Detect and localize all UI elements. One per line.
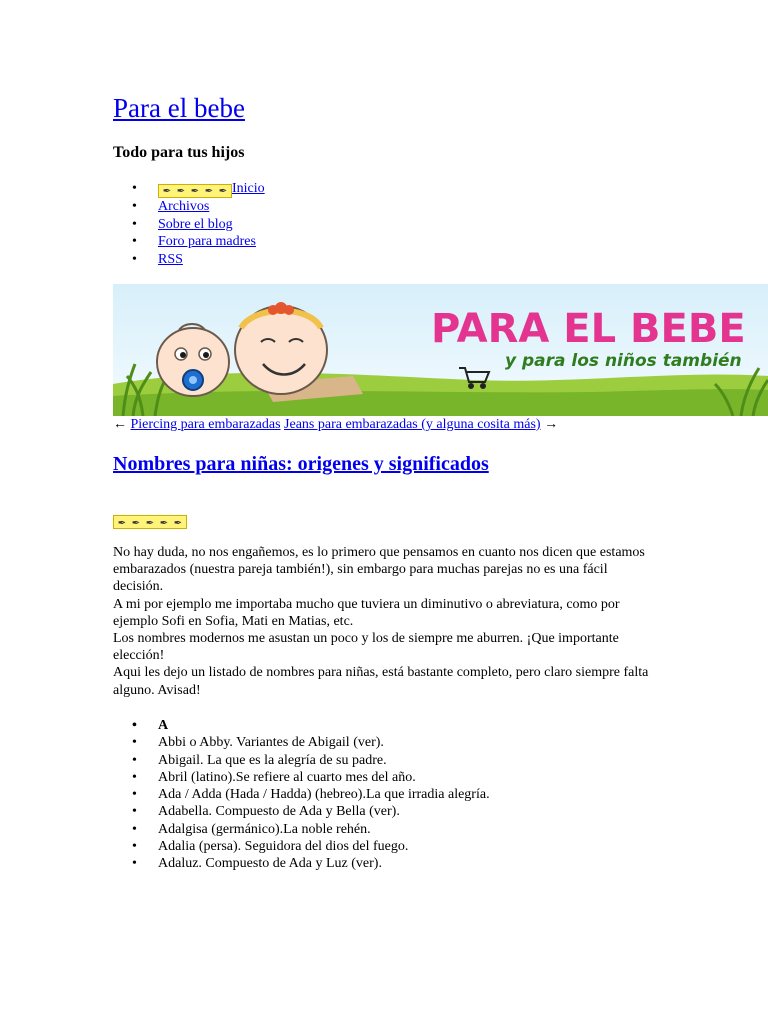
post-navigation [113, 416, 558, 434]
ribbon-icon: ✒ [218, 186, 228, 197]
post-title [113, 451, 489, 477]
list-item: • Abril (latino).Se refiere al cuarto mes del año. [113, 769, 490, 786]
nav-link-sobre-el-blog[interactable]: Sobre el blog [158, 216, 233, 232]
list-item: • Abbi o Abby. Variantes de Abigail (ver). [113, 734, 490, 751]
nav-link-rss[interactable]: RSS [158, 251, 183, 267]
ribbon-icon: ✒ [145, 518, 155, 529]
banner-illustration [113, 284, 768, 416]
nav-item-sobre [113, 216, 265, 234]
banner-title: PARA EL BEBE [431, 306, 746, 352]
nav-link-inicio[interactable]: Inicio [232, 181, 265, 196]
post-paragraph: No hay duda, no nos engañemos, es lo primero que pensamos en cuanto nos dicen que estamos embarazados (nuestra pareja también!), sin embargo para muchas parejas no es una fácil decisión. [113, 545, 645, 595]
next-post-link[interactable]: Jeans para embarazadas (y alguna cosita más) [284, 417, 541, 432]
ribbon-icon: ✒ [173, 518, 183, 529]
arrow-left-icon: ← [113, 417, 127, 432]
ribbon-icon: ✒ [131, 518, 141, 529]
ribbon-icon: ✒ [162, 186, 172, 197]
list-item: • Adabella. Compuesto de Ada y Bella (ver). [113, 803, 490, 820]
list-item: • Ada / Adda (Hada / Hadda) (hebreo).La que irradia alegría. [113, 786, 490, 803]
arrow-right-icon: → [544, 417, 559, 432]
rating-icons [158, 184, 232, 198]
nav-item-inicio [113, 180, 265, 198]
nav-item-foro [113, 233, 265, 251]
ribbon-icon: ✒ [190, 186, 200, 197]
post-paragraph: A mi por ejemplo me importaba mucho que tuviera un diminutivo o abreviatura, como por ejemplo Sofi en Sofia, Mati en Matias, etc. [113, 596, 620, 629]
ribbon-icon: ✒ [204, 186, 214, 197]
post-body [113, 544, 653, 699]
ribbon-icon: ✒ [117, 518, 127, 529]
list-item: • Adaluz. Compuesto de Ada y Luz (ver). [113, 855, 490, 872]
nav-link-foro[interactable]: Foro para madres [158, 234, 256, 249]
header-banner [113, 284, 768, 416]
site-title-link[interactable]: Para el bebe [113, 93, 245, 123]
nav-item-archivos [113, 198, 265, 216]
rating-icons [113, 515, 187, 529]
site-title [113, 90, 245, 126]
list-item: • Adalgisa (germánico).La noble rehén. [113, 821, 490, 838]
ribbon-icon: ✒ [159, 518, 169, 529]
nav-item-rss [113, 251, 265, 269]
nav-menu [113, 180, 265, 268]
site-tagline: Todo para tus hijos [113, 144, 245, 161]
list-item: • Adalia (persa). Seguidora del dios del fuego. [113, 838, 490, 855]
nav-link-archivos[interactable]: Archivos [158, 199, 210, 214]
post-paragraph: Aqui les dejo un listado de nombres para niñas, está bastante completo, pero claro siempre falta alguno. Avisad! [113, 665, 649, 698]
post-paragraph: Los nombres modernos me asustan un poco y los de siempre me aburren. ¡Que importante elección! [113, 631, 619, 664]
post-rating [113, 511, 187, 529]
post-title-link[interactable]: Nombres para niñas: origenes y significados [113, 453, 489, 475]
list-heading-letter: • A [113, 717, 490, 734]
ribbon-icon: ✒ [176, 186, 186, 197]
list-item: • Abigail. La que es la alegría de su padre. [113, 752, 490, 769]
banner-subtitle: y para los niños también [505, 351, 742, 371]
prev-post-link[interactable]: Piercing para embarazadas [130, 417, 281, 432]
names-list [113, 717, 490, 873]
